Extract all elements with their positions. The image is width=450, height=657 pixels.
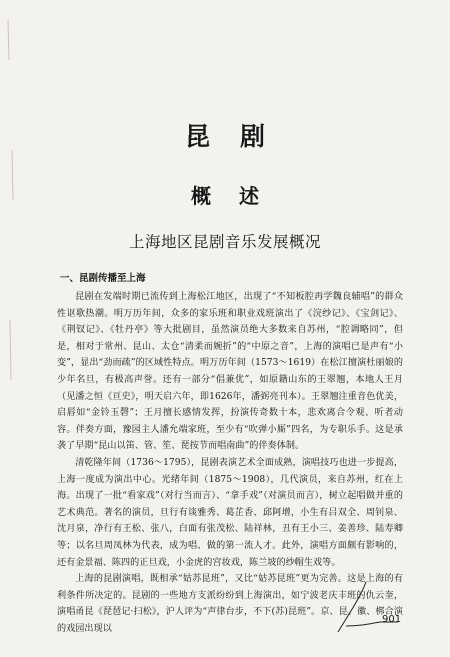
- main-title: 昆剧: [184, 122, 295, 151]
- paragraph-3: 上海的昆剧演唱，既相承“姑苏昆班”，又比“姑苏昆班”更为完善。这是上海的有利条件所决定的。昆剧的一些地方支派纷纷到上海演出，如宁波老庆丰班的仇云奎，演唱甬昆《琵琶记·扫松》，沪人评为“声律台步，不下(苏)昆班”。京、昆、徽、梆合演的戏园出现以: [57, 574, 403, 634]
- sub-title: 概述: [191, 184, 287, 208]
- article-title: 上海地区昆剧音乐发展概况: [128, 233, 321, 251]
- paragraph-2: 清乾隆年间（1736～1795），昆剧表演艺术全面成熟，演唱技巧也进一步提高，上海一度成为演出中心。光绪年间（1875～1908），几代演员，来自苏州，红在上海。出现了一批“看家戏”（对行当而言）、“拿手戏”（对演员而言），树立起唱做并重的艺术典范。著名的演员，旦行有谈雅秀、葛芷香、邱阿增，小生有吕双全、周钊泉、沈月泉，净行有王松、张八，白面有张茂松、陆祥林，丑有王小三、姜善珍、陆寿卿等；以名旦周凤林为代表，成为唱、做的第一流人才。此外，演唱方面颇有影响的，还有金景福、陈四的正旦戏，小金虎的宫妆戏，陈兰坡的纱帽生戏等。: [57, 457, 403, 568]
- page-number: 901: [382, 614, 402, 625]
- paragraph-1: 昆剧在发端时期已流传到上海松江地区，出现了“不知板腔再学魏良辅唱”的群众性讴歌热潮。明万历年间，众多的家乐班和职业戏班演出了《浣纱记》、《宝剑记》、《荆钗记》、《牡丹亭》等大批剧目，虽然演员绝大多数来自苏州，“腔调略同”，但是，相对于常州、昆山、太仓“清柔而婉折”的“中原之音”，上海的演唱已是声有“小变”，显出“劲而疏”的区域性特点。明万历年间（1573～1619）在松江擅演杜丽娘的少年名旦，有极高声誉。还有一部分“倡兼优”，如原籍山东的王翠翘，本地人王月（见潘之恒《亘史》，明天启六年，即1626年，潘弼亮刊本）。王翠翘注重音色优美，启唇如“金铃玉磬”；王月擅长感情发挥，扮演传奇数十本，悲欢离合令观、听者动容。伴奏方面，豫园主人潘允端家班，至少有“吹弹小厮”四名，为专职乐手。这是承袭了早期“昆山以笛、管、笙、琵按节而唱南曲”的伴奏体制。: [57, 292, 403, 452]
- body-text: [57, 289, 403, 637]
- section-heading: 一、昆剧传播至上海: [60, 273, 146, 284]
